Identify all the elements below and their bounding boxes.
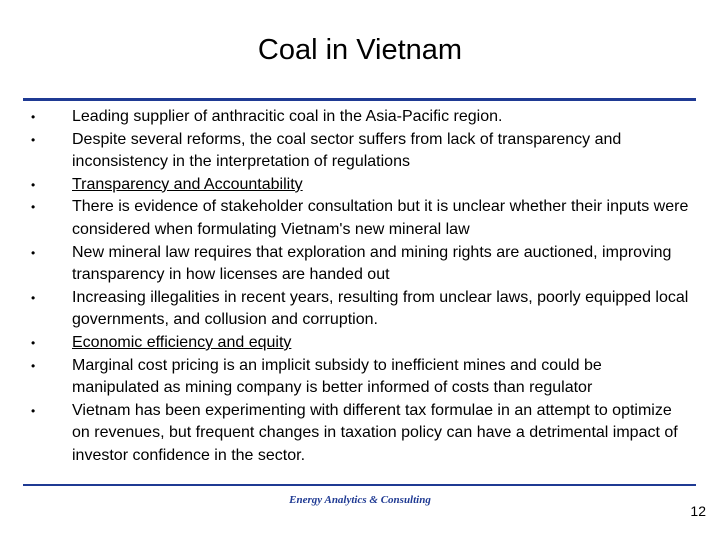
bullet-icon: • — [31, 177, 36, 192]
top-divider — [23, 98, 696, 101]
bullet-item — [0, 355, 720, 400]
bullet-icon: • — [31, 290, 36, 305]
bullet-icon: • — [31, 200, 36, 215]
bullet-item — [0, 196, 720, 241]
bullet-text: Despite several reforms, the coal sector suffers from lack of transparency and inconsistency in the interpretation of regulations — [72, 130, 622, 171]
bullet-item — [0, 242, 720, 287]
section-heading-economic-efficiency: Economic efficiency and equity — [72, 333, 292, 351]
bullet-text: Vietnam has been experimenting with different tax formulae in an attempt to optimize on revenues, but frequent changes in taxation policy can have a detrimental impact of investor confidence in the sector. — [72, 401, 678, 464]
bullet-item — [0, 129, 720, 174]
bullet-item — [0, 332, 720, 355]
slide-title: Coal in Vietnam — [257, 34, 463, 66]
bullet-text: Increasing illegalities in recent years, resulting from unclear laws, poorly equipped local governments, and collusion and corruption. — [72, 288, 689, 329]
bullet-icon: • — [31, 335, 36, 350]
bullet-icon: • — [31, 358, 36, 373]
section-heading-transparency: Transparency and Accountability — [72, 175, 303, 193]
bullet-text: Marginal cost pricing is an implicit subsidy to inefficient mines and could be manipulated as mining company is better informed of costs than regulator — [72, 356, 602, 397]
bullet-icon: • — [31, 403, 36, 418]
bullet-item — [0, 400, 720, 468]
bullet-item — [0, 287, 720, 332]
page-number: 12 — [690, 503, 706, 519]
bullet-icon: • — [31, 110, 36, 124]
bullet-icon: • — [31, 245, 36, 260]
bullet-text: Leading supplier of anthracitic coal in the Asia-Pacific region. — [72, 108, 503, 125]
bullet-icon: • — [31, 132, 36, 147]
footer-company-name: Energy Analytics & Consulting — [289, 494, 431, 506]
bullet-item — [0, 106, 720, 129]
bullet-text: New mineral law requires that exploration and mining rights are auctioned, improving transparency in how licenses are handed out — [72, 243, 672, 284]
bullet-list — [0, 106, 720, 468]
bullet-text: There is evidence of stakeholder consultation but it is unclear whether their inputs were considered when formulating Vietnam's new mineral law — [72, 198, 689, 238]
bullet-item — [0, 174, 720, 197]
bottom-divider — [23, 484, 696, 486]
